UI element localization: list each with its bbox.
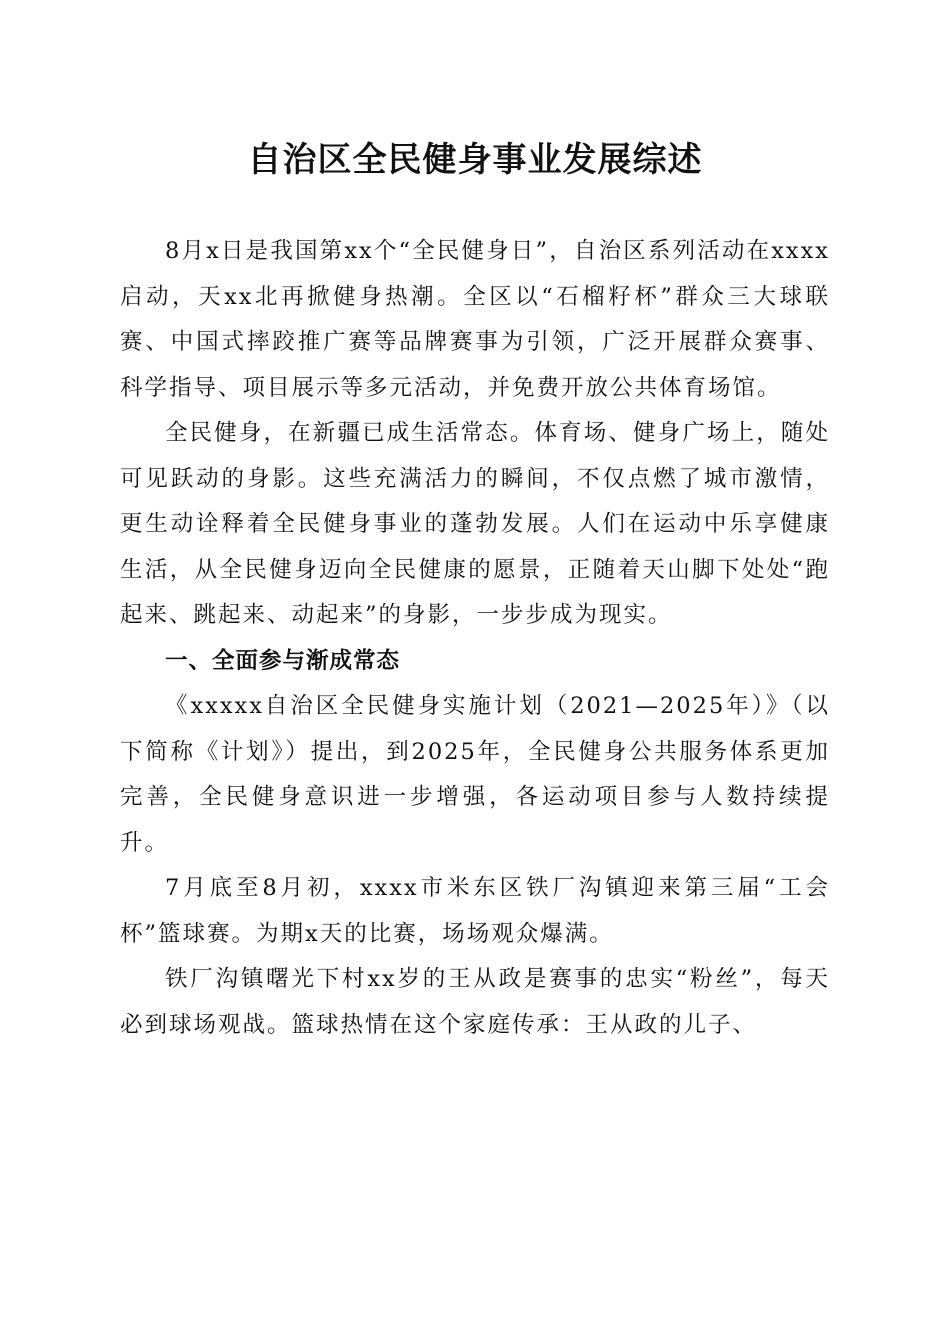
document-title: 自治区全民健身事业发展综述 [247,140,703,180]
section-heading-1: 一、全面参与渐成常态 [165,647,401,674]
section1-paragraph-3: 铁厂沟镇曙光下村xx岁的王从政是赛事的忠实“粉丝”，每天必到球场观战。篮球热情在这个家庭传承：王从政的儿子、 [120,966,830,1038]
intro-paragraph-2: 全民健身，在新疆已成生活常态。体育场、健身广场上，随处可见跃动的身影。这些充满活力的瞬间，不仅点燃了城市激情，更生动诠释着全民健身事业的蓬勃发展。人们在运动中乐享健康生活，从全民健身迈向全民健康的愿景，正随着天山脚下处处“跑起来、跳起来、动起来”的身影，一步步成为现实。 [120,420,830,628]
section1-paragraph-2: 7月底至8月初，xxxx市米东区铁厂沟镇迎来第三届“工会杯”篮球赛。为期x天的比赛，场场观众爆满。 [120,875,830,947]
intro-paragraph-1: 8月x日是我国第xx个“全民健身日”，自治区系列活动在xxxx启动，天xx北再掀健身热潮。全区以“石榴籽杯”群众三大球联赛、中国式摔跤推广赛等品牌赛事为引领，广泛开展群众赛事、科学指导、项目展示等多元活动，并免费开放公共体育场馆。 [120,238,830,401]
document-body [120,229,830,1048]
section1-paragraph-1: 《xxxxx自治区全民健身实施计划（2021—2025年）》（以下简称《计划》）提出，到2025年，全民健身公共服务体系更加完善，全民健身意识进一步增强，各运动项目参与人数持续提升。 [120,693,830,856]
